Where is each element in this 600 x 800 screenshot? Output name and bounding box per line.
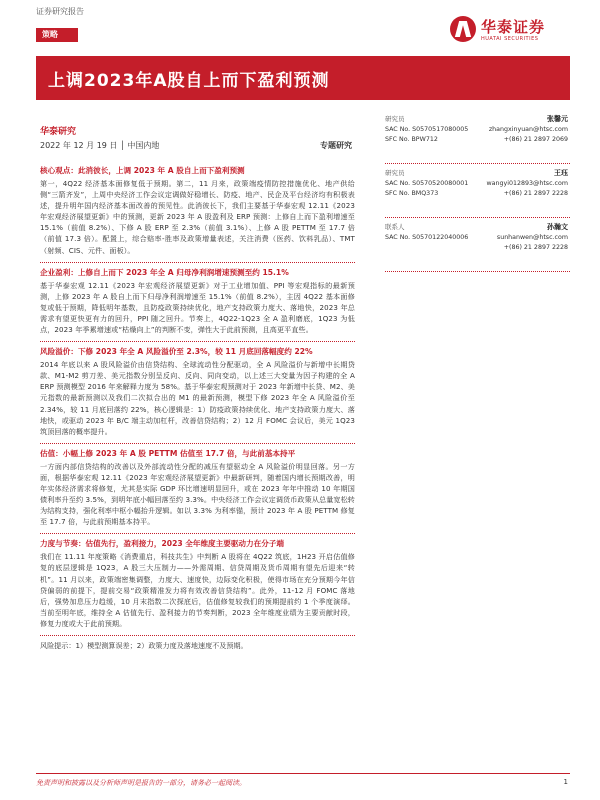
section-heading: 估值：小幅上修 2023 年 A 股 PETTM 估值至 17.7 倍，与此前基本持平 (40, 448, 296, 458)
section-body: 第一，4Q22 经济基本面修复低于预期。第二，11 月来，政策端疫情防控措施优化、地产供给侧“三箭齐发”，上周中央经济工作会议定调做好稳增长、防疫、地产、民企及平台经济均有积极表述，提升明年国内经济基本面改善的预见性。此消彼长下，我们主要基于华泰宏观 12.11《2023 年宏观经济展望更新》中的预测，更新 2023 年 A 股盈利及 ERP 预测：上修自上而下盈利增速至 15.1%（前值 8.2%）、下修 A 股 ERP 至 2.3%（前值 3.1%）、上修 A 股 PETTM 至 17.7 倍（前值 17.3 倍）。配置上，综合赔率-胜率及政策增量表述，关注消费（医药、饮料乳品）、TMT（射频、CIS、元件、面板）。 (40, 179, 355, 255)
divider (40, 635, 355, 636)
analyst-email[interactable]: sunhanwen@htsc.com (496, 234, 568, 241)
analyst-card (385, 168, 570, 218)
analyst-phone: +(86) 21 2897 2069 (503, 136, 568, 143)
section-core-view (40, 165, 355, 256)
divider (40, 341, 355, 342)
logo-icon (450, 16, 476, 42)
analyst-card (385, 114, 570, 164)
section-heading: 核心观点：此消彼长，上调 2023 年 A 股自上而下盈利预测 (40, 166, 245, 175)
research-brand: 华泰研究 (40, 127, 77, 137)
section-body: 2014 年底以来 A 股风险溢价由信贷结构、全球流动性分配驱动，全 A 风险溢价与新增中长期贷款、M1-M2 剪刀差、美元指数分别呈反向、反向、同向变动，以上述三大变量为因子构建的全 A ERP 预测模型 2016 年来解释力度为 58%。基于华泰宏观预测对于 2023 年新增中长贷、M2、美元指数的最新预测以及我们二次拟合出的 M1 的最新预测，模型下修 2023 年全 A 风险溢价至 2.34%，较 11 月底回落约 22%，核心逻辑是：1）防疫政策持续优化、地产支持政策力度大、落地快，或驱动 2023 年 B/C 端主动加杠杆，改善信贷结构；2）12 月 FOMC 会议后，美元 1Q23 筑顶回落的概率提升。 (40, 360, 355, 436)
main-content (40, 165, 355, 651)
section-heading: 企业盈利：上修自上而下 2023 年全 A 归母净利润增速预测至约 15.1% (40, 267, 289, 277)
analyst-phone: +(86) 21 2897 2228 (503, 244, 568, 251)
analyst-sfc: SFC No. BMQ373 (385, 190, 439, 197)
footer-disclaimer: 免责声明和披露以及分析师声明是报告的一部分，请务必一起阅读。 (36, 779, 246, 787)
analyst-panel (385, 114, 570, 276)
analyst-card (385, 222, 570, 272)
divider (40, 262, 355, 263)
section-body: 基于华泰宏观 12.11《2023 年宏观经济展望更新》对于工业增加值、PPI 等宏观指标的最新预测，上修 2023 年 A 股自上而下归母净利润增速至 15.1%（前值 8.2%），主因 4Q22 基本面修复或低于预期，降低明年基数，且防疫政策持续优化，地产支持政策力度大、落地快，2023 年总需求有望更快更有力的回升，PPI 随之回升。节奏上，4Q22-1Q23 全 A 盈利磨底，1Q23 为低点，2023 年季累增速或“枯燥向上”的判断不变，弹性大于此前预测，且高更平直些。 (40, 280, 355, 335)
section-earnings (40, 267, 355, 335)
analyst-sac: SAC No. S0570517080005 (385, 126, 469, 133)
section-pace (40, 538, 355, 629)
analyst-role: 研究员 (385, 169, 405, 177)
analyst-role: 联系人 (385, 223, 405, 231)
logo-text-en: HUATAI SECURITIES (481, 36, 539, 42)
analyst-name: 王珏 (554, 169, 568, 177)
divider (40, 443, 355, 444)
company-logo (450, 14, 570, 48)
logo-text-cn: 华泰证券 (481, 18, 546, 36)
report-type: 专题研究 (320, 141, 352, 150)
section-heading: 力度与节奏：估值先行，盈利接力，2023 全年维度主要驱动力在分子端 (40, 539, 284, 549)
analyst-email[interactable]: wangyi012893@htsc.com (486, 180, 568, 187)
analyst-sfc: SFC No. BPW712 (385, 136, 438, 143)
report-label: 证券研究报告 (36, 7, 84, 16)
analyst-sac: SAC No. S0570122040006 (385, 234, 469, 241)
report-dateline: 2022 年 12 月 19 日 │ 中国内地 (40, 141, 160, 150)
section-risk-premium (40, 346, 355, 437)
section-valuation (40, 448, 355, 528)
analyst-phone: +(86) 21 2897 2228 (503, 190, 568, 197)
divider (40, 533, 355, 534)
risk-warning: 风险提示：1）模型测算误差；2）政策力度及落地速度不及预期。 (40, 641, 248, 650)
footer-divider (36, 773, 570, 774)
section-heading: 风险溢价：下修 2023 年全 A 风险溢价至 2.3%，较 11 月底回落幅度约 22% (40, 347, 313, 357)
analyst-name: 孙瀚文 (547, 223, 568, 231)
section-body: 我们在 11.11 年度策略《消费重启，科技共生》中判断 A 股将在 4Q22 筑底，1H23 开启估值修复的底层逻辑是 1Q23，A 股三大压制力——外需周期、信贷周期及货币周期有望先后迎来“转机”。11 月以来，政策端密集调整，力度大、速度快，边际变化积极，使得市场在充分预期今年信贷偏弱的前提下，提前交易“政策精准发力将有效改善信贷结构”。此外，11-12 月 FOMC 落地后，强势加息压力趋缓，10 月末指数二次探底后，估值修复较我们的预期提前约 1 个季度演绎。当前至明年底，维持全 A 估值先行、盈利接力的节奏判断，2023 全年维度业绩为主要贡献时段，修复力度或大于此前预期。 (40, 552, 355, 628)
category-tag: 策略 (36, 28, 78, 42)
analyst-name: 张馨元 (547, 115, 568, 123)
analyst-email[interactable]: zhangxinyuan@htsc.com (488, 126, 568, 133)
section-body: 一方面内部信贷结构的改善以及外部流动性分配的减压有望驱动全 A 风险溢价明显回落。另一方面，根据华泰宏观 12.11《2023 年宏观经济展望更新》中最新研判，随着国内增长预期改善，明年实体经济需求将修复，尤其是实际 GDP 环比增速明显回升，或在 2023 年年中推动 10 年期国债利率升至约 3.5%，到明年底小幅回落至约 3.3%。中央经济工作会议定调货币政策从总量宽松转为结构支持，强化利率中枢小幅抬升逻辑。如以 3.3% 为利率锚，预计 2023 年 A 股 PETTM 修复至 17.7 倍，与此前预期基本持平。 (40, 461, 355, 527)
page-number: 1 (563, 778, 568, 786)
analyst-role: 研究员 (385, 115, 405, 123)
title-banner (36, 56, 570, 100)
analyst-sac: SAC No. S0570520080001 (385, 180, 469, 187)
report-title: 上调2023年A股自上而下盈利预测 (48, 71, 330, 91)
